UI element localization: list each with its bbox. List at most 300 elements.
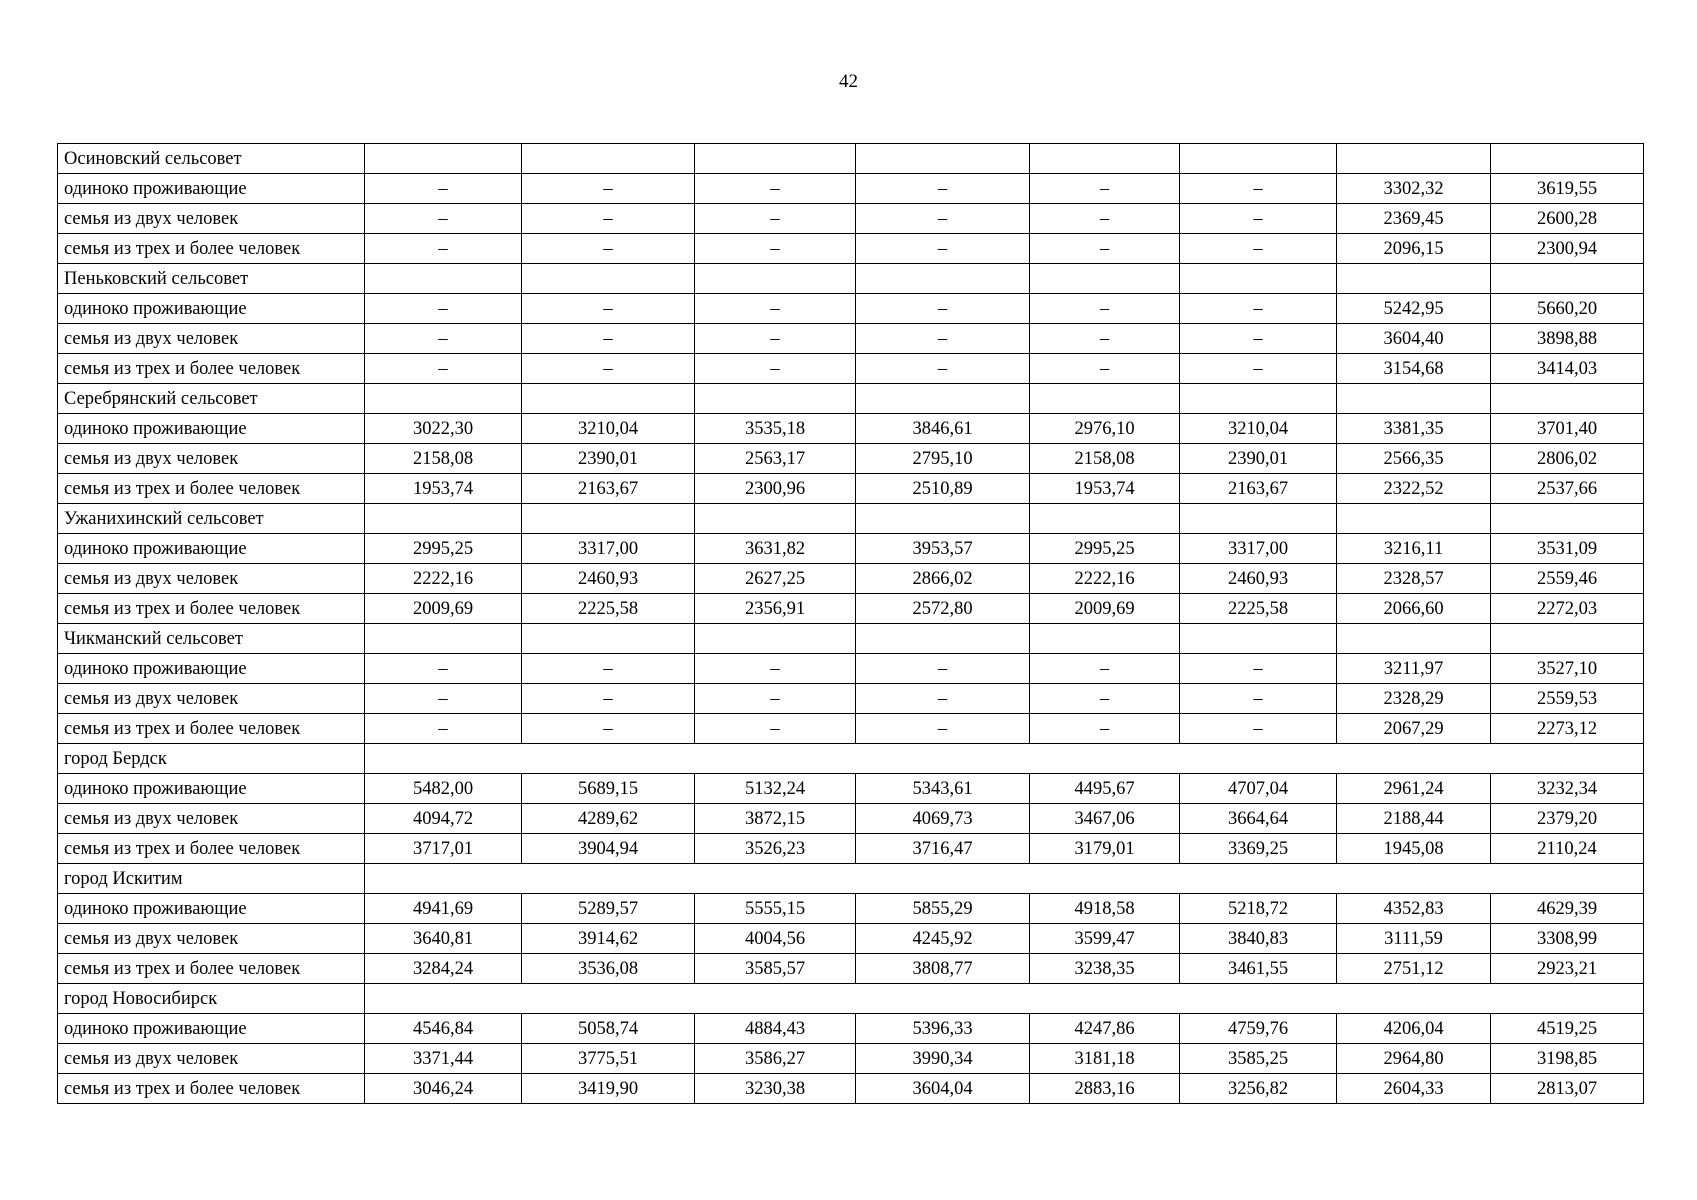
empty-cell xyxy=(856,624,1030,654)
value-cell: 2572,80 xyxy=(856,594,1030,624)
value-cell: 2883,16 xyxy=(1030,1074,1180,1104)
value-cell: – xyxy=(365,324,522,354)
value-cell: – xyxy=(856,354,1030,384)
table-row xyxy=(58,774,1644,804)
empty-cell xyxy=(522,264,695,294)
value-cell: – xyxy=(695,654,856,684)
table-row xyxy=(58,1044,1644,1074)
value-cell: 3419,90 xyxy=(522,1074,695,1104)
value-cell: 3604,40 xyxy=(1337,324,1491,354)
empty-cell xyxy=(1180,264,1337,294)
value-cell: 3585,57 xyxy=(695,954,856,984)
value-cell: 2009,69 xyxy=(1030,594,1180,624)
value-cell: 5343,61 xyxy=(856,774,1030,804)
row-label: семья из трех и более человек xyxy=(58,834,365,864)
value-cell: 2923,21 xyxy=(1491,954,1644,984)
empty-cell xyxy=(1491,624,1644,654)
value-cell: 3216,11 xyxy=(1337,534,1491,564)
table-row xyxy=(58,534,1644,564)
empty-cell xyxy=(856,384,1030,414)
value-cell: 4884,43 xyxy=(695,1014,856,1044)
value-cell: – xyxy=(1180,684,1337,714)
value-cell: 3210,04 xyxy=(1180,414,1337,444)
table-row xyxy=(58,834,1644,864)
value-cell: 2460,93 xyxy=(1180,564,1337,594)
value-cell: – xyxy=(695,324,856,354)
value-cell: 3990,34 xyxy=(856,1044,1030,1074)
value-cell: – xyxy=(522,714,695,744)
value-cell: 5660,20 xyxy=(1491,294,1644,324)
section-title: город Бердск xyxy=(58,744,365,774)
value-cell: – xyxy=(365,684,522,714)
value-cell: 2273,12 xyxy=(1491,714,1644,744)
value-cell: 3154,68 xyxy=(1337,354,1491,384)
empty-cell xyxy=(1491,504,1644,534)
value-cell: 3619,55 xyxy=(1491,174,1644,204)
value-cell: – xyxy=(1180,324,1337,354)
row-label: семья из двух человек xyxy=(58,804,365,834)
value-cell: – xyxy=(1180,234,1337,264)
row-label: семья из двух человек xyxy=(58,204,365,234)
value-cell: 3179,01 xyxy=(1030,834,1180,864)
value-cell: 3631,82 xyxy=(695,534,856,564)
value-cell: 1945,08 xyxy=(1337,834,1491,864)
row-label: семья из двух человек xyxy=(58,324,365,354)
value-cell: – xyxy=(1030,174,1180,204)
value-cell: 3111,59 xyxy=(1337,924,1491,954)
value-cell: 3527,10 xyxy=(1491,654,1644,684)
value-cell: 2067,29 xyxy=(1337,714,1491,744)
empty-cell xyxy=(365,624,522,654)
table-row xyxy=(58,714,1644,744)
value-cell: 3414,03 xyxy=(1491,354,1644,384)
value-cell: 3210,04 xyxy=(522,414,695,444)
value-cell: – xyxy=(1030,204,1180,234)
value-cell: 3302,32 xyxy=(1337,174,1491,204)
empty-cell xyxy=(365,384,522,414)
empty-cell xyxy=(1491,384,1644,414)
value-cell: – xyxy=(695,234,856,264)
value-cell: 3371,44 xyxy=(365,1044,522,1074)
empty-cell xyxy=(522,504,695,534)
value-cell: 3381,35 xyxy=(1337,414,1491,444)
row-label: одиноко проживающие xyxy=(58,294,365,324)
value-cell: – xyxy=(1180,714,1337,744)
empty-cell xyxy=(856,504,1030,534)
value-cell: 3369,25 xyxy=(1180,834,1337,864)
value-cell: – xyxy=(1030,234,1180,264)
empty-cell xyxy=(522,144,695,174)
value-cell: 2995,25 xyxy=(365,534,522,564)
value-cell: – xyxy=(856,294,1030,324)
value-cell: 5289,57 xyxy=(522,894,695,924)
value-cell: – xyxy=(522,324,695,354)
value-cell: 2188,44 xyxy=(1337,804,1491,834)
empty-cell xyxy=(1180,624,1337,654)
value-cell: 3531,09 xyxy=(1491,534,1644,564)
value-cell: 3599,47 xyxy=(1030,924,1180,954)
empty-cell xyxy=(365,984,1644,1014)
value-cell: 3256,82 xyxy=(1180,1074,1337,1104)
value-cell: 4941,69 xyxy=(365,894,522,924)
value-cell: 2813,07 xyxy=(1491,1074,1644,1104)
row-label: одиноко проживающие xyxy=(58,894,365,924)
value-cell: 1953,74 xyxy=(365,474,522,504)
value-cell: 3872,15 xyxy=(695,804,856,834)
value-cell: 2222,16 xyxy=(1030,564,1180,594)
value-cell: 2806,02 xyxy=(1491,444,1644,474)
table-row xyxy=(58,654,1644,684)
value-cell: – xyxy=(365,234,522,264)
value-cell: 3640,81 xyxy=(365,924,522,954)
empty-cell xyxy=(1030,144,1180,174)
value-cell: 3846,61 xyxy=(856,414,1030,444)
section-row xyxy=(58,504,1644,534)
section-title: Чикманский сельсовет xyxy=(58,624,365,654)
table-row xyxy=(58,804,1644,834)
value-cell: 2356,91 xyxy=(695,594,856,624)
row-label: одиноко проживающие xyxy=(58,654,365,684)
table-row xyxy=(58,894,1644,924)
empty-cell xyxy=(695,384,856,414)
value-cell: 3585,25 xyxy=(1180,1044,1337,1074)
value-cell: 3284,24 xyxy=(365,954,522,984)
value-cell: 3914,62 xyxy=(522,924,695,954)
value-cell: 3198,85 xyxy=(1491,1044,1644,1074)
section-row xyxy=(58,144,1644,174)
value-cell: 3535,18 xyxy=(695,414,856,444)
section-row xyxy=(58,624,1644,654)
value-cell: – xyxy=(695,294,856,324)
value-cell: 2300,96 xyxy=(695,474,856,504)
row-label: семья из двух человек xyxy=(58,1044,365,1074)
value-cell: 2751,12 xyxy=(1337,954,1491,984)
value-cell: – xyxy=(856,324,1030,354)
table-row xyxy=(58,684,1644,714)
table-row xyxy=(58,444,1644,474)
value-cell: 3232,34 xyxy=(1491,774,1644,804)
empty-cell xyxy=(1030,264,1180,294)
section-row xyxy=(58,264,1644,294)
value-cell: 3022,30 xyxy=(365,414,522,444)
value-cell: 3046,24 xyxy=(365,1074,522,1104)
table-row xyxy=(58,474,1644,504)
value-cell: 3317,00 xyxy=(522,534,695,564)
table-body xyxy=(58,144,1644,1104)
table-row xyxy=(58,1074,1644,1104)
empty-cell xyxy=(695,264,856,294)
empty-cell xyxy=(1180,504,1337,534)
value-cell: 3308,99 xyxy=(1491,924,1644,954)
section-title: Осиновский сельсовет xyxy=(58,144,365,174)
value-cell: 1953,74 xyxy=(1030,474,1180,504)
value-cell: – xyxy=(695,204,856,234)
value-cell: – xyxy=(1180,174,1337,204)
section-title: город Искитим xyxy=(58,864,365,894)
value-cell: 2510,89 xyxy=(856,474,1030,504)
value-cell: 3211,97 xyxy=(1337,654,1491,684)
value-cell: 2225,58 xyxy=(1180,594,1337,624)
empty-cell xyxy=(522,384,695,414)
empty-cell xyxy=(1337,264,1491,294)
row-label: семья из трех и более человек xyxy=(58,354,365,384)
value-cell: – xyxy=(695,684,856,714)
value-cell: 2460,93 xyxy=(522,564,695,594)
value-cell: 2158,08 xyxy=(365,444,522,474)
value-cell: – xyxy=(522,654,695,684)
value-cell: 5555,15 xyxy=(695,894,856,924)
value-cell: 2995,25 xyxy=(1030,534,1180,564)
value-cell: – xyxy=(1030,654,1180,684)
empty-cell xyxy=(856,144,1030,174)
empty-cell xyxy=(365,744,1644,774)
value-cell: 2163,67 xyxy=(522,474,695,504)
value-cell: 5396,33 xyxy=(856,1014,1030,1044)
page-number: 42 xyxy=(839,71,858,92)
empty-cell xyxy=(1337,504,1491,534)
value-cell: – xyxy=(1030,324,1180,354)
value-cell: 4707,04 xyxy=(1180,774,1337,804)
value-cell: 4004,56 xyxy=(695,924,856,954)
row-label: семья из трех и более человек xyxy=(58,1074,365,1104)
value-cell: 3953,57 xyxy=(856,534,1030,564)
value-cell: 3840,83 xyxy=(1180,924,1337,954)
value-cell: – xyxy=(856,174,1030,204)
value-cell: – xyxy=(522,684,695,714)
value-cell: – xyxy=(365,204,522,234)
empty-cell xyxy=(522,624,695,654)
value-cell: 2300,94 xyxy=(1491,234,1644,264)
value-cell: – xyxy=(522,204,695,234)
value-cell: 3898,88 xyxy=(1491,324,1644,354)
value-cell: 3716,47 xyxy=(856,834,1030,864)
value-cell: – xyxy=(1180,654,1337,684)
value-cell: 2604,33 xyxy=(1337,1074,1491,1104)
value-cell: 2559,53 xyxy=(1491,684,1644,714)
empty-cell xyxy=(1337,144,1491,174)
section-title: город Новосибирск xyxy=(58,984,365,1014)
empty-cell xyxy=(1337,624,1491,654)
table-row xyxy=(58,294,1644,324)
table-row xyxy=(58,234,1644,264)
value-cell: 4352,83 xyxy=(1337,894,1491,924)
value-cell: 2976,10 xyxy=(1030,414,1180,444)
value-cell: 2537,66 xyxy=(1491,474,1644,504)
empty-cell xyxy=(695,624,856,654)
row-label: семья из двух человек xyxy=(58,444,365,474)
row-label: одиноко проживающие xyxy=(58,534,365,564)
value-cell: 4519,25 xyxy=(1491,1014,1644,1044)
value-cell: 3181,18 xyxy=(1030,1044,1180,1074)
value-cell: 2964,80 xyxy=(1337,1044,1491,1074)
row-label: семья из двух человек xyxy=(58,684,365,714)
value-cell: 3775,51 xyxy=(522,1044,695,1074)
value-cell: 2328,29 xyxy=(1337,684,1491,714)
empty-cell xyxy=(365,504,522,534)
value-cell: 3604,04 xyxy=(856,1074,1030,1104)
value-cell: 4759,76 xyxy=(1180,1014,1337,1044)
table-row xyxy=(58,594,1644,624)
value-cell: – xyxy=(1030,714,1180,744)
empty-cell xyxy=(365,144,522,174)
value-cell: – xyxy=(1030,684,1180,714)
value-cell: – xyxy=(522,294,695,324)
value-cell: 2795,10 xyxy=(856,444,1030,474)
value-cell: – xyxy=(1030,294,1180,324)
value-cell: 4245,92 xyxy=(856,924,1030,954)
value-cell: – xyxy=(522,234,695,264)
value-cell: 2328,57 xyxy=(1337,564,1491,594)
value-cell: 2866,02 xyxy=(856,564,1030,594)
value-cell: 2961,24 xyxy=(1337,774,1491,804)
table-row xyxy=(58,174,1644,204)
value-cell: 4206,04 xyxy=(1337,1014,1491,1044)
row-label: одиноко проживающие xyxy=(58,1014,365,1044)
table-row xyxy=(58,204,1644,234)
value-cell: – xyxy=(1030,354,1180,384)
value-cell: – xyxy=(1180,294,1337,324)
value-cell: – xyxy=(1180,204,1337,234)
value-cell: 5689,15 xyxy=(522,774,695,804)
value-cell: – xyxy=(695,174,856,204)
empty-cell xyxy=(1491,264,1644,294)
table-row xyxy=(58,1014,1644,1044)
value-cell: 4629,39 xyxy=(1491,894,1644,924)
value-cell: 2272,03 xyxy=(1491,594,1644,624)
value-cell: 2559,46 xyxy=(1491,564,1644,594)
value-cell: 4546,84 xyxy=(365,1014,522,1044)
table-row xyxy=(58,324,1644,354)
value-cell: – xyxy=(856,714,1030,744)
value-cell: – xyxy=(522,354,695,384)
value-cell: 2379,20 xyxy=(1491,804,1644,834)
value-cell: – xyxy=(522,174,695,204)
section-title: Ужанихинский сельсовет xyxy=(58,504,365,534)
value-cell: 2322,52 xyxy=(1337,474,1491,504)
value-cell: 4247,86 xyxy=(1030,1014,1180,1044)
value-cell: 2369,45 xyxy=(1337,204,1491,234)
empty-cell xyxy=(365,264,522,294)
value-cell: 5482,00 xyxy=(365,774,522,804)
cost-table xyxy=(57,143,1644,1104)
empty-cell xyxy=(1337,384,1491,414)
value-cell: – xyxy=(1180,354,1337,384)
section-row xyxy=(58,384,1644,414)
value-cell: – xyxy=(365,354,522,384)
row-label: семья из трех и более человек xyxy=(58,474,365,504)
value-cell: 2110,24 xyxy=(1491,834,1644,864)
value-cell: 3664,64 xyxy=(1180,804,1337,834)
section-row xyxy=(58,864,1644,894)
value-cell: 5218,72 xyxy=(1180,894,1337,924)
value-cell: 2163,67 xyxy=(1180,474,1337,504)
value-cell: – xyxy=(365,714,522,744)
value-cell: 3238,35 xyxy=(1030,954,1180,984)
value-cell: 2563,17 xyxy=(695,444,856,474)
row-label: одиноко проживающие xyxy=(58,174,365,204)
row-label: семья из трех и более человек xyxy=(58,594,365,624)
row-label: семья из трех и более человек xyxy=(58,954,365,984)
table-row xyxy=(58,564,1644,594)
value-cell: 3230,38 xyxy=(695,1074,856,1104)
value-cell: 2158,08 xyxy=(1030,444,1180,474)
empty-cell xyxy=(695,504,856,534)
empty-cell xyxy=(1030,504,1180,534)
value-cell: 3526,23 xyxy=(695,834,856,864)
value-cell: 3317,00 xyxy=(1180,534,1337,564)
value-cell: 3461,55 xyxy=(1180,954,1337,984)
value-cell: – xyxy=(856,654,1030,684)
value-cell: 4094,72 xyxy=(365,804,522,834)
value-cell: 2566,35 xyxy=(1337,444,1491,474)
value-cell: – xyxy=(365,294,522,324)
value-cell: 2009,69 xyxy=(365,594,522,624)
table-row xyxy=(58,414,1644,444)
value-cell: – xyxy=(365,174,522,204)
row-label: одиноко проживающие xyxy=(58,414,365,444)
value-cell: 2390,01 xyxy=(522,444,695,474)
value-cell: 2225,58 xyxy=(522,594,695,624)
value-cell: 3701,40 xyxy=(1491,414,1644,444)
empty-cell xyxy=(695,144,856,174)
value-cell: 4289,62 xyxy=(522,804,695,834)
table-row xyxy=(58,354,1644,384)
empty-cell xyxy=(1030,384,1180,414)
section-row xyxy=(58,744,1644,774)
value-cell: 3467,06 xyxy=(1030,804,1180,834)
empty-cell xyxy=(1180,144,1337,174)
row-label: одиноко проживающие xyxy=(58,774,365,804)
value-cell: 2066,60 xyxy=(1337,594,1491,624)
value-cell: 4069,73 xyxy=(856,804,1030,834)
value-cell: 3808,77 xyxy=(856,954,1030,984)
value-cell: 2390,01 xyxy=(1180,444,1337,474)
value-cell: 2222,16 xyxy=(365,564,522,594)
row-label: семья из трех и более человек xyxy=(58,234,365,264)
value-cell: – xyxy=(695,714,856,744)
row-label: семья из двух человек xyxy=(58,924,365,954)
empty-cell xyxy=(1030,624,1180,654)
value-cell: 5058,74 xyxy=(522,1014,695,1044)
empty-cell xyxy=(1180,384,1337,414)
empty-cell xyxy=(856,264,1030,294)
value-cell: 2627,25 xyxy=(695,564,856,594)
value-cell: 3586,27 xyxy=(695,1044,856,1074)
section-title: Серебрянский сельсовет xyxy=(58,384,365,414)
value-cell: 4918,58 xyxy=(1030,894,1180,924)
value-cell: 3536,08 xyxy=(522,954,695,984)
empty-cell xyxy=(1491,144,1644,174)
value-cell: 2096,15 xyxy=(1337,234,1491,264)
row-label: семья из двух человек xyxy=(58,564,365,594)
section-row xyxy=(58,984,1644,1014)
value-cell: – xyxy=(856,204,1030,234)
value-cell: 2600,28 xyxy=(1491,204,1644,234)
value-cell: 5132,24 xyxy=(695,774,856,804)
value-cell: – xyxy=(856,234,1030,264)
value-cell: – xyxy=(856,684,1030,714)
value-cell: 5242,95 xyxy=(1337,294,1491,324)
value-cell: 3717,01 xyxy=(365,834,522,864)
value-cell: – xyxy=(695,354,856,384)
empty-cell xyxy=(365,864,1644,894)
table-row xyxy=(58,924,1644,954)
value-cell: 4495,67 xyxy=(1030,774,1180,804)
value-cell: 5855,29 xyxy=(856,894,1030,924)
value-cell: 3904,94 xyxy=(522,834,695,864)
value-cell: – xyxy=(365,654,522,684)
row-label: семья из трех и более человек xyxy=(58,714,365,744)
